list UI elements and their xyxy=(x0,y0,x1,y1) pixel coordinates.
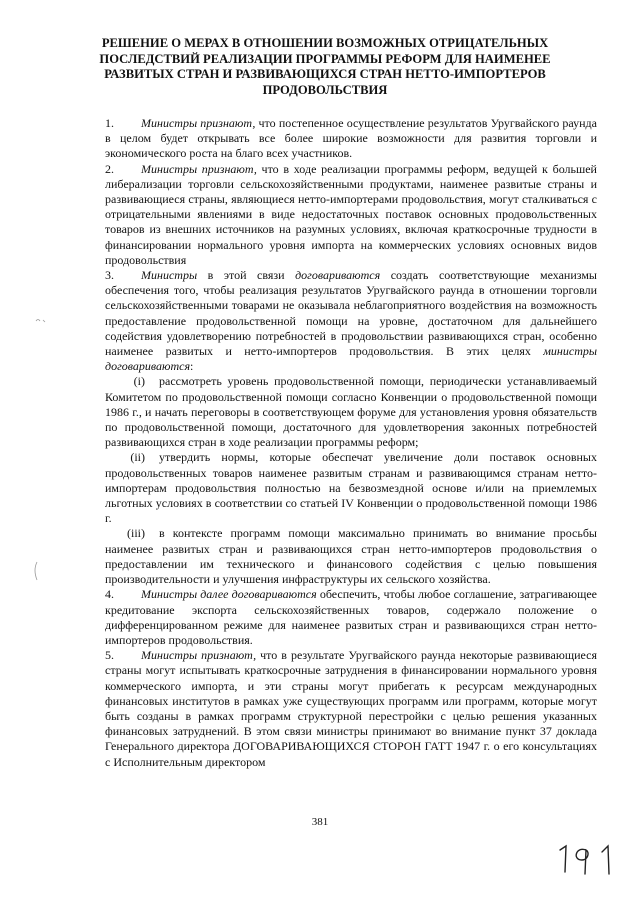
scan-speck xyxy=(34,316,48,326)
paragraph-number: 2. xyxy=(105,161,114,176)
paragraph-number: 3. xyxy=(105,268,114,283)
subparagraph-number: (ii) xyxy=(130,450,145,465)
paragraph-2 xyxy=(105,162,597,268)
paragraph-number: 4. xyxy=(105,587,114,602)
document-title: РЕШЕНИЕ О МЕРАХ В ОТНОШЕНИИ ВОЗМОЖНЫХ ОТРИЦАТЕЛЬНЫХ ПОСЛЕДСТВИЙ РЕАЛИЗАЦИИ ПРОГРАММЫ РЕФОРМ ДЛЯ НАИМЕНЕЕ РАЗВИТЫХ СТРАН И РАЗВИВАЮЩИХСЯ СТРАН НЕТТО-ИМПОРТЕРОВ ПРОДОВОЛЬСТВИЯ xyxy=(99,36,551,97)
paragraph-4 xyxy=(105,587,597,648)
paragraph-lead-2: договариваются xyxy=(295,268,381,283)
paragraph-text: в этой связи xyxy=(197,268,296,283)
paragraph-number: 5. xyxy=(105,648,114,663)
paragraph-tail: министры договариваются xyxy=(105,344,597,374)
paragraph-lead: Министры признают, xyxy=(141,648,257,663)
subparagraph-number: (i) xyxy=(133,374,145,389)
paragraph-tail-end: : xyxy=(190,359,194,374)
paragraph-text: что постепенное осуществление результатов Уругвайского раунда в целом будет открывать все более широкие возможности для развития торговли и экономического роста на благо всех участников. xyxy=(105,116,597,161)
paragraph-number: 1. xyxy=(105,116,114,130)
handwritten-number-mark xyxy=(552,840,622,880)
subparagraph-text: в контексте программ помощи максимально принимать во внимание просьбы наименее развитых стран и развивающихся стран нетто-импортеров продовольствия о предоставлении им технического и финансового содействия с целью повышения производительности и улучшения инфраструктуры их сельского хозяйства. xyxy=(105,526,597,587)
scan-speck xyxy=(32,560,40,582)
paragraph-lead: Министры далее договариваются xyxy=(141,587,317,602)
subparagraph-text: утвердить нормы, которые обеспечат увеличение доли поставок основных продовольственных товаров наименее развитым странам и развивающимся странам нетто-импортерам продовольствия полностью на безвозмездной основе и/или на приемлемых льготных условиях в соответствии со статьей IV Конвенции о продовольственной помощи 1986 г. xyxy=(105,450,597,526)
subparagraph-iii xyxy=(105,526,597,587)
paragraph-lead: Министры признают, xyxy=(141,116,256,130)
paragraph-text: что в результате Уругвайского раунда некоторые развивающиеся страны могут испытывать краткосрочные затруднения в финансировании нормального уровня коммерческого импорта, и эти страны могут прибегать к ресурсам международных финансовых институтов в рамках уже существующих программ или программ, которые могут быть созданы в рамках программ структурной перестройки с целью решения указанных финансовых затруднений. В этом связи министры принимают во внимание пункт 37 доклада Генерального директора ДОГОВАРИВАЮЩИХСЯ СТОРОН ГАТТ 1947 г. о его консультациях с Исполнительным директором xyxy=(105,648,597,769)
subparagraph-number: (iii) xyxy=(127,526,145,541)
paragraph-1 xyxy=(105,116,597,162)
page-number: 381 xyxy=(311,816,329,828)
paragraph-lead: Министры признают, xyxy=(141,161,257,176)
paragraph-3 xyxy=(105,268,597,374)
paragraph-text: создать соответствующие механизмы обеспечения того, чтобы реализация результатов Уругвайского раунда в отношении торговли сельскохозяйственными товарами не оказывала неблагоприятного воздействия на возможность предоставление продовольственной помощи на уровне, достаточном для дальнейшего содействия удовлетворению потребностей в продовольствии развивающихся стран, особенно наименее развитых и нетто-импортеров продовольствия. В этих целях xyxy=(105,268,597,359)
subparagraph-ii xyxy=(105,450,597,526)
subparagraph-i xyxy=(105,374,597,450)
subparagraph-text: рассмотреть уровень продовольственной помощи, периодически устанавливаемый Комитетом по продовольственной помощи согласно Конвенции о продовольственной помощи 1986 г., и начать переговоры в соответствующем форуме для установления уровня обязательств по продовольственной помощи, достаточного для удовлетворения законных потребностей развивающихся стран в ходе реализации программы реформ; xyxy=(105,374,597,450)
document-body xyxy=(105,116,597,770)
paragraph-5 xyxy=(105,648,597,770)
paragraph-text: обеспечить, чтобы любое соглашение, затрагивающее кредитование экспорта сельскохозяйственных товаров, содержало положение о дифференцированном режиме для наименее развитых стран и развивающихся стран нетто-импортеров продовольствия. xyxy=(105,587,597,647)
paragraph-lead: Министры xyxy=(141,268,198,283)
paragraph-text: что в ходе реализации программы реформ, ведущей к большей либерализации торговли сельскохозяйственными продуктами, наименее развитые страны и развивающиеся страны, являющиеся нетто-импортерами продовольствия, могут сталкиваться с отрицательными явлениями в виде недостаточных поставок основных продовольственных товаров из внешних источников на разумных условиях, включая краткосрочные трудности в финансировании нормального уровня импорта на коммерческих условиях основных видов продовольствия xyxy=(105,161,597,267)
